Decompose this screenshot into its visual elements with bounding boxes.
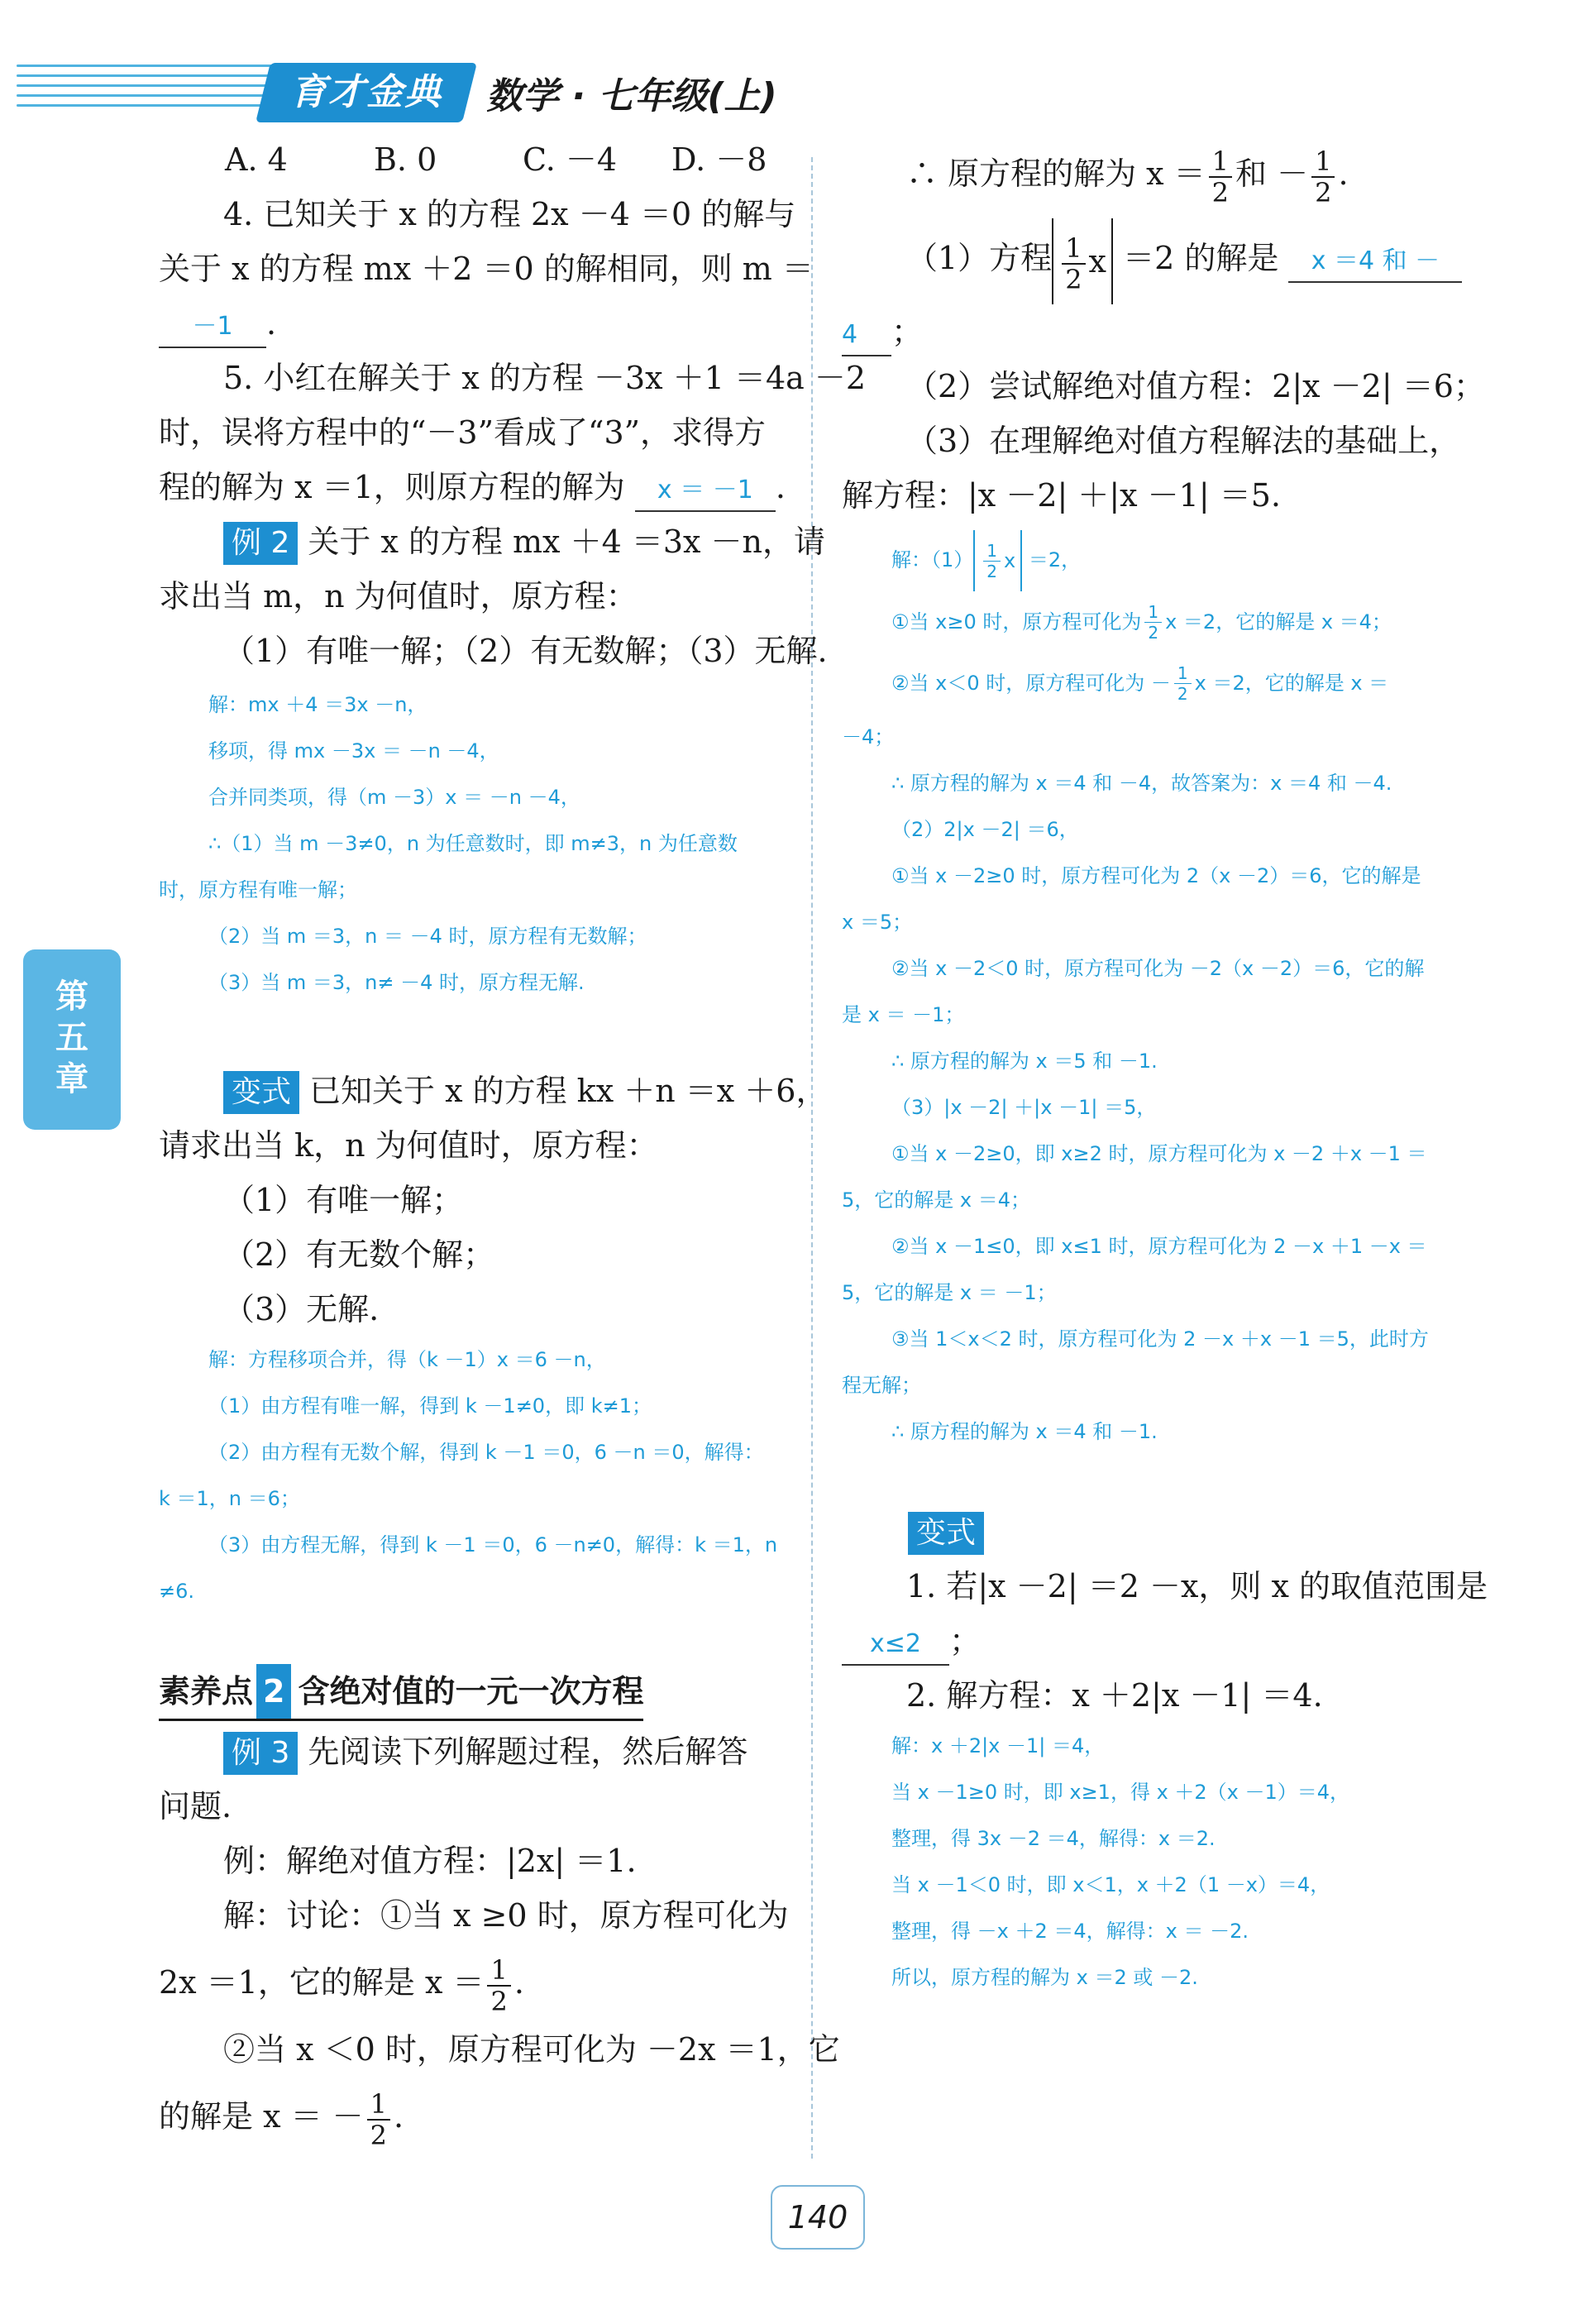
- solution-line: 解：x ＋2|x －1| ＝4，: [891, 1733, 1105, 1757]
- fraction-denominator: 2: [1148, 623, 1159, 643]
- fraction-denominator: 2: [986, 562, 998, 581]
- variant-line-2: 请求出当 k，n 为何值时，原方程：: [159, 1127, 658, 1164]
- example-3-text: 先阅读下列解题过程，然后解答: [308, 1733, 748, 1770]
- variant-tag: 变式: [908, 1512, 984, 1555]
- example-3-line-1: [159, 1724, 787, 1779]
- solution-line: ①当 x －2≥0，即 x≥2 时，原方程可化为 x －2 ＋x －1 ＝: [891, 1141, 1427, 1165]
- fraction-numerator: 1: [1209, 146, 1232, 178]
- series-badge: [256, 63, 477, 122]
- variable-x: x: [1088, 242, 1106, 280]
- variant-question-1-end: ；: [949, 1622, 982, 1659]
- solution-line: －4；: [842, 724, 895, 748]
- example-3-tag: 例 3: [223, 1732, 298, 1775]
- solution-line: 当 x －1≥0 时，即 x≥1，得 x ＋2（x －1）＝4，: [891, 1780, 1350, 1804]
- question-3-line-1: （3）在理解绝对值方程解法的基础上，: [906, 422, 1461, 459]
- question-1-answer-part-2: 4: [842, 315, 891, 356]
- example-3-line-7: 的解是 x ＝ － $\frac{1}{2}$ .: [159, 2087, 404, 2151]
- fraction-one-half: [1209, 146, 1232, 208]
- solution-text: x ＝2，它的解是 x ＝4；: [1165, 610, 1392, 634]
- fraction-one-half: [983, 541, 1001, 581]
- solution-line: （3）当 m ＝3，n≠ －4 时，原方程无解.: [208, 971, 585, 994]
- solution-line: （2）由方程有无数个解，得到 k －1 ＝0，6 －n ＝0，解得：: [208, 1441, 764, 1464]
- chapter-tab-label: [23, 949, 121, 1100]
- fraction-numerator: 1: [1174, 663, 1192, 684]
- q3-options: [159, 132, 787, 187]
- solution-text: ②当 x＜0 时，原方程可化为 －: [891, 671, 1171, 695]
- solution-line: k ＝1，n ＝6；: [159, 1487, 300, 1510]
- example-2-tag: 例 2: [223, 522, 298, 565]
- solution-line: 合并同类项，得（m －3）x ＝ －n －4，: [208, 786, 580, 809]
- solution-line: （2）2|x －2| ＝6，: [891, 817, 1079, 841]
- solution-line: 当 x －1＜0 时，即 x＜1，x ＋2（1 －x）＝4，: [891, 1872, 1330, 1896]
- solution-line: （1）由方程有唯一解，得到 k －1≠0，即 k≠1；: [208, 1394, 652, 1418]
- variant-question-2: 2. 解方程：x ＋2|x －1| ＝4.: [906, 1676, 1323, 1714]
- variant-item-2: （2）有无数个解；: [223, 1236, 495, 1273]
- right-column: [842, 132, 1488, 2001]
- solution-line: ②当 x －1≤0，即 x≤1 时，原方程可化为 2 －x ＋1 －x ＝: [891, 1234, 1427, 1258]
- option-b: B. 0: [374, 141, 437, 178]
- absolute-value-expression: [1052, 218, 1113, 304]
- absolute-value-solution: [842, 529, 1478, 1455]
- variant-tag: 变式: [223, 1071, 299, 1114]
- solution-line: ②当 x －2＜0 时，原方程可化为 －2（x －2）＝6，它的解: [891, 956, 1425, 980]
- column-divider: [811, 157, 813, 2159]
- example-3-line-7-text: 的解是 x ＝ －: [159, 2098, 364, 2135]
- solution-line: 是 x ＝ －1；: [842, 1002, 965, 1026]
- q4-line-1: 4. 已知关于 x 的方程 2x －4 ＝0 的解与: [223, 196, 796, 232]
- fraction-one-half: [367, 2089, 390, 2150]
- chapter-tab-char-1: 第: [55, 978, 88, 1016]
- solution-line: （3）由方程无解，得到 k －1 ＝0，6 －n≠0，解得：k ＝1，n: [208, 1533, 778, 1557]
- solution-line: 所以，原方程的解为 x ＝2 或 －2.: [891, 1965, 1198, 1989]
- option-d: D. －8: [671, 141, 767, 178]
- question-1-text: （1）方程: [906, 240, 1053, 276]
- solution-line: [842, 591, 1478, 653]
- q5-answer: x ＝ －1: [635, 471, 776, 512]
- solution-line: 程无解；: [842, 1373, 921, 1397]
- example-3-line-2: 问题.: [159, 1788, 232, 1824]
- fraction-numerator: 1: [983, 541, 1001, 562]
- variant-question-1-answer-line: [842, 1614, 1478, 1668]
- section-number: 2: [256, 1664, 291, 1719]
- fraction-numerator: 1: [1062, 233, 1085, 265]
- variant-text: 已知关于 x 的方程 kx ＋n ＝x ＋6，: [309, 1073, 828, 1109]
- fraction-one-half: [1174, 663, 1192, 704]
- solution-line: 整理，得 －x ＋2 ＝4，解得：x ＝ －2.: [891, 1919, 1249, 1943]
- example-3-line-5: 2x ＝1，它的解是 x ＝ $\frac{1}{2}$ .: [159, 1953, 524, 2017]
- book-subtitle: 数学 · 七年级(上): [486, 75, 777, 117]
- solution-line: [842, 529, 1478, 591]
- variant-item-3: （3）无解.: [223, 1291, 380, 1327]
- question-1-end: ；: [891, 313, 924, 350]
- fraction-denominator: 2: [490, 1985, 508, 2017]
- chapter-tab-char-2: 五: [55, 1019, 88, 1057]
- example-2-line-3: （1）有唯一解；（2）有无数解；（3）无解.: [223, 633, 828, 669]
- variant-question-2-solution: [842, 1723, 1478, 2001]
- example-2-line-1: [159, 514, 825, 569]
- option-a: A. 4: [225, 141, 288, 178]
- variant-item-1: （1）有唯一解；: [223, 1182, 464, 1218]
- conclusion-line: ∴ 原方程的解为 x ＝ $\frac{1}{2}$ 和 － $\frac{1}{2}$ .: [906, 145, 1349, 208]
- q5-line-1: 5. 小红在解关于 x 的方程 －3x ＋1 ＝4a －2: [223, 360, 867, 396]
- example-2-text: 关于 x 的方程 mx ＋4 ＝3x －n，请: [308, 524, 825, 560]
- fraction-denominator: 2: [1211, 176, 1230, 208]
- absolute-value-expression: [973, 530, 1022, 591]
- section-title: 含绝对值的一元一次方程: [298, 1673, 644, 1710]
- fraction-numerator: 1: [367, 2089, 390, 2121]
- fraction-denominator: 2: [1065, 264, 1082, 295]
- section-heading: [159, 1664, 787, 1721]
- example-3-line-3: 例：解绝对值方程：|2x| ＝1.: [223, 1843, 637, 1879]
- fraction-denominator: 2: [370, 2119, 388, 2151]
- conclusion-text-b: 和 －: [1235, 155, 1309, 192]
- solution-line: ∴ 原方程的解为 x ＝5 和 －1.: [891, 1049, 1158, 1073]
- solution-line: （3）|x －2| ＋|x －1| ＝5，: [891, 1095, 1157, 1119]
- solution-line: 解：mx ＋4 ＝3x －n，: [208, 693, 427, 716]
- section-label: 素养点: [159, 1673, 254, 1710]
- q5-line-2: 时，误将方程中的“－3”看成了“3”，求得方: [159, 414, 767, 451]
- question-1-answer-part-1: x ＝4 和 －: [1288, 241, 1462, 283]
- conclusion-text-a: ∴ 原方程的解为 x ＝: [906, 155, 1206, 192]
- page-header: [0, 50, 827, 132]
- fraction-one-half: [487, 1955, 510, 2016]
- left-column: [159, 132, 867, 2156]
- option-c: C. －4: [523, 141, 618, 178]
- variable-x: x: [1004, 548, 1016, 572]
- solution-line: ≠6.: [159, 1580, 195, 1603]
- fraction-numerator: 1: [1144, 602, 1162, 623]
- solution-text: ①当 x≥0 时，原方程可化为: [891, 610, 1142, 634]
- q4-answer-line: －1 .: [159, 296, 787, 351]
- chapter-tab-char-3: 章: [55, 1060, 88, 1098]
- solution-text: 解：（1）: [891, 548, 974, 571]
- solution-text: x ＝2，它的解是 x ＝: [1194, 671, 1389, 695]
- header-decor-lines: [17, 65, 281, 122]
- section-title-block: [159, 1664, 643, 1721]
- solution-line: ①当 x －2≥0 时，原方程可化为 2（x －2）＝6，它的解是: [891, 863, 1421, 887]
- fraction-numerator: 1: [487, 1955, 510, 1987]
- variant-question-1-answer: x≤2: [842, 1624, 949, 1666]
- example-2-solution: [159, 681, 787, 1006]
- solution-line: ∴（1）当 m －3≠0，n 为任意数时，即 m≠3，n 为任意数: [208, 832, 738, 855]
- solution-line: [842, 653, 1478, 714]
- series-title: 育才金典: [290, 71, 442, 113]
- solution-line: 5，它的解是 x ＝4；: [842, 1188, 1030, 1212]
- question-2: （2）尝试解绝对值方程：2|x －2| ＝6；: [906, 367, 1485, 404]
- q5-line-3-text: 程的解为 x ＝1，则原方程的解为: [159, 469, 625, 505]
- page-number: 140: [771, 2185, 865, 2250]
- fraction-one-half: [1311, 146, 1335, 208]
- solution-line: ③当 1＜x＜2 时，原方程可化为 2 －x ＋x －1 ＝5，此时方: [891, 1327, 1429, 1351]
- question-1-line: [842, 215, 1478, 304]
- solution-line: ∴ 原方程的解为 x ＝4 和 －1.: [891, 1419, 1158, 1443]
- solution-text: ＝2，: [1028, 548, 1082, 571]
- solution-line: 解：方程移项合并，得（k －1）x ＝6 －n，: [208, 1348, 606, 1371]
- solution-line: 5，它的解是 x ＝ －1；: [842, 1280, 1057, 1304]
- example-3-line-6: ②当 x ＜0 时，原方程可化为 －2x ＝1，它: [223, 2031, 840, 2068]
- fraction-numerator: 1: [1311, 146, 1335, 178]
- fraction-denominator: 2: [1315, 176, 1332, 208]
- question-3-line-2: 解方程：|x －2| ＋|x －1| ＝5.: [842, 476, 1281, 514]
- example-2-line-2: 求出当 m，n 为何值时，原方程：: [159, 578, 638, 614]
- fraction-one-half: [1062, 233, 1085, 294]
- variant-question-1: 1. 若|x －2| ＝2 －x，则 x 的取值范围是: [906, 1567, 1488, 1604]
- example-3-line-4: 解：讨论：①当 x ≥0 时，原方程可化为: [223, 1897, 789, 1934]
- fraction-one-half: [1144, 602, 1162, 643]
- question-1-answer-line-2: [842, 304, 1478, 359]
- q5-line-3: 程的解为 x ＝1，则原方程的解为 x ＝ －1 .: [159, 460, 787, 514]
- question-1-text-b: ＝2 的解是: [1123, 240, 1279, 276]
- variant-line-1: [159, 1064, 828, 1118]
- chapter-tab: [23, 949, 121, 1130]
- solution-line: （2）当 m ＝3，n ＝ －4 时，原方程有无数解；: [208, 925, 647, 948]
- q4-answer: －1: [159, 307, 266, 348]
- variant-solution: [159, 1337, 787, 1614]
- solution-line: 整理，得 3x －2 ＝4，解得：x ＝2.: [891, 1826, 1216, 1850]
- fraction-denominator: 2: [1177, 684, 1188, 704]
- q4-line-2: 关于 x 的方程 mx ＋2 ＝0 的解相同，则 m ＝: [159, 251, 814, 287]
- solution-line: x ＝5；: [842, 910, 913, 934]
- example-3-line-5-text: 2x ＝1，它的解是 x ＝: [159, 1964, 485, 2001]
- solution-line: ∴ 原方程的解为 x ＝4 和 －4，故答案为：x ＝4 和 －4.: [891, 771, 1392, 795]
- solution-line: 移项，得 mx －3x ＝ －n －4，: [208, 739, 499, 763]
- solution-line: 时，原方程有唯一解；: [159, 878, 357, 901]
- variant-heading: [842, 1504, 1478, 1559]
